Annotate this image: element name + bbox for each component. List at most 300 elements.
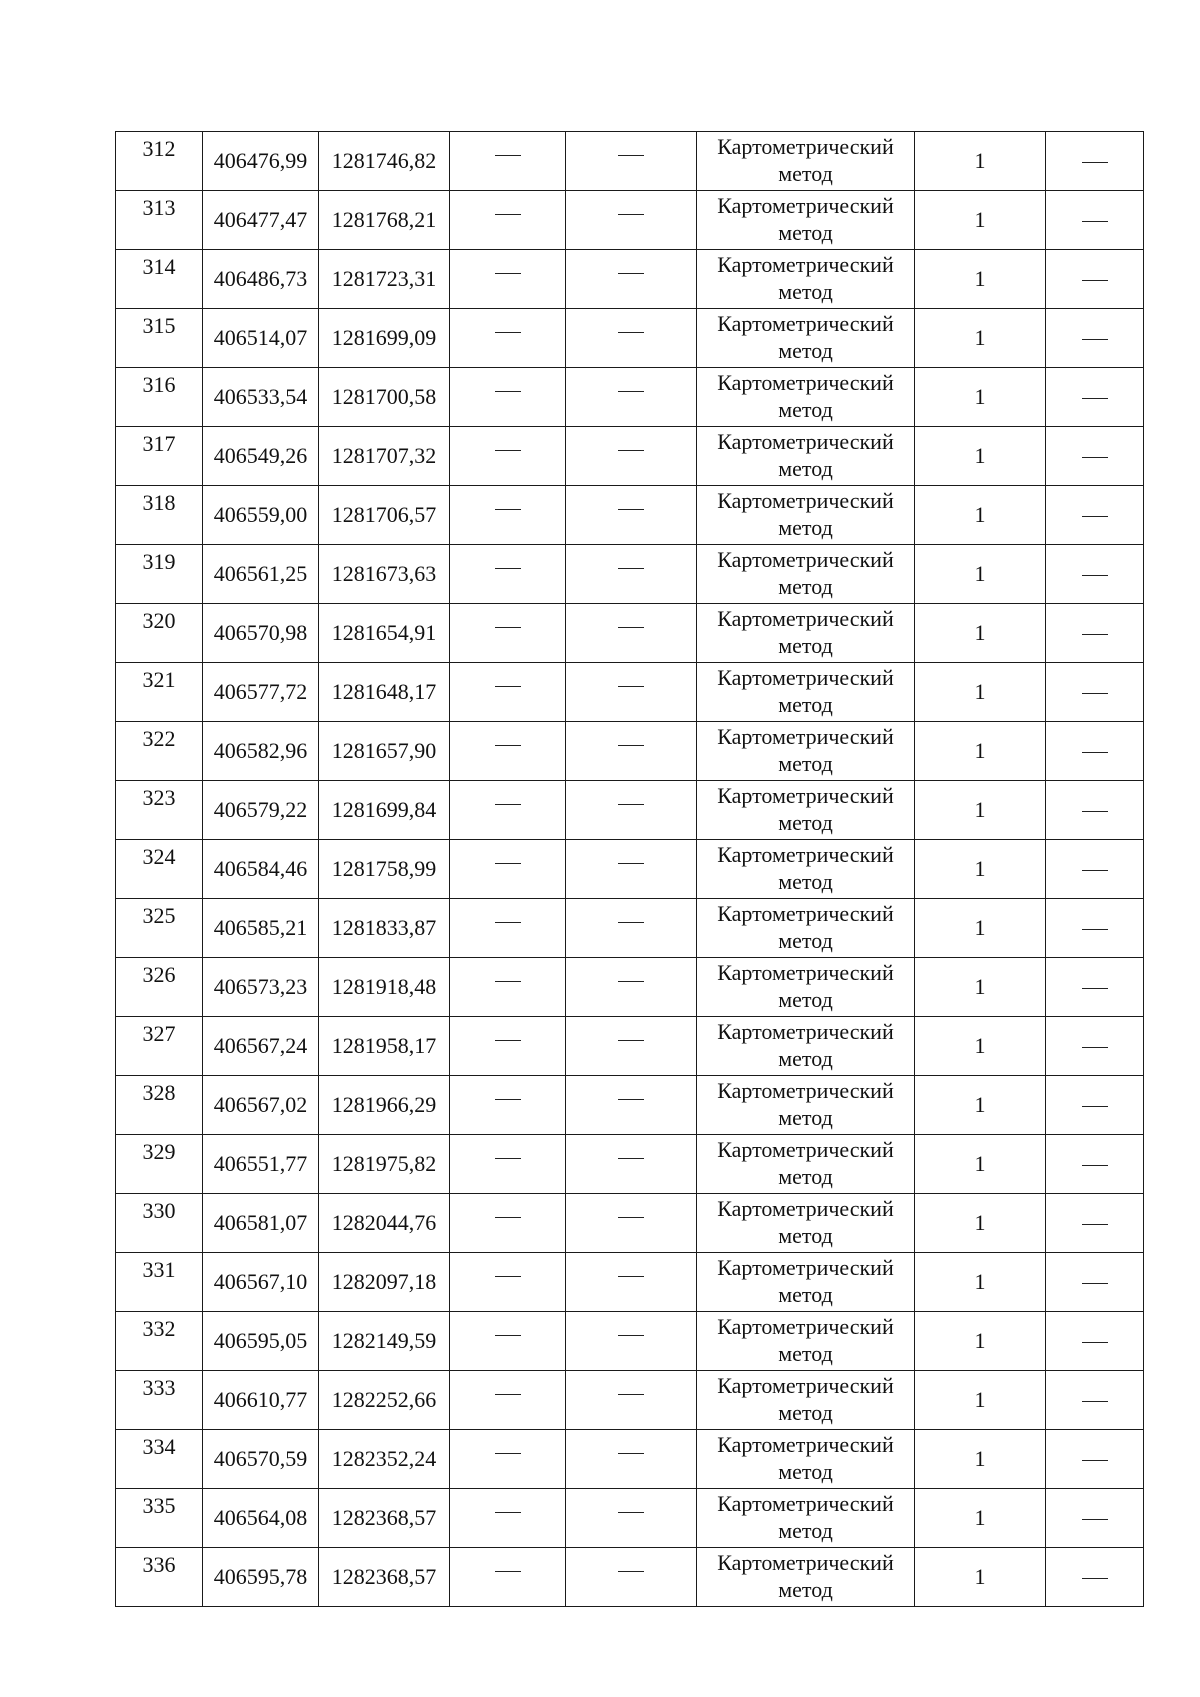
point-number-cell: 332: [116, 1312, 203, 1371]
dash-mark: [495, 568, 521, 569]
dash-mark: [495, 1040, 521, 1041]
point-number-cell: 318: [116, 486, 203, 545]
dash-mark: [618, 509, 644, 510]
dash-mark: [495, 627, 521, 628]
method-cell: [697, 781, 915, 840]
coordinate-y-cell: 1281918,48: [319, 958, 450, 1017]
dash-mark: [1082, 1460, 1108, 1461]
method-text-line-2: метод: [778, 928, 833, 953]
method-cell: [697, 1076, 915, 1135]
coordinates-table: [115, 131, 1144, 1607]
dash-mark: [618, 214, 644, 215]
method-text-line-2: метод: [778, 869, 833, 894]
dash-mark: [495, 922, 521, 923]
method-text-line-2: метод: [778, 574, 833, 599]
empty-cell-1: [450, 1017, 566, 1076]
method-text-line-1: Картометрический: [717, 252, 894, 277]
point-number-cell: 333: [116, 1371, 203, 1430]
method-text-line-1: Картометрический: [717, 311, 894, 336]
accuracy-cell: 1: [915, 1017, 1046, 1076]
empty-cell-2: [566, 604, 697, 663]
dash-mark: [1082, 575, 1108, 576]
method-text-line-1: Картометрический: [717, 1550, 894, 1575]
table-row: [116, 1371, 1144, 1430]
coordinate-x-cell: 406582,96: [203, 722, 319, 781]
dash-mark: [495, 981, 521, 982]
method-text-line-2: метод: [778, 1282, 833, 1307]
empty-cell-3: [1046, 604, 1144, 663]
method-text-line-1: Картометрический: [717, 1019, 894, 1044]
coordinate-y-cell: 1281958,17: [319, 1017, 450, 1076]
empty-cell-1: [450, 309, 566, 368]
empty-cell-3: [1046, 1312, 1144, 1371]
method-text-line-2: метод: [778, 279, 833, 304]
coordinate-x-cell: 406584,46: [203, 840, 319, 899]
accuracy-cell: 1: [915, 604, 1046, 663]
method-text-line-1: Картометрический: [717, 429, 894, 454]
dash-mark: [618, 1394, 644, 1395]
dash-mark: [618, 1099, 644, 1100]
empty-cell-3: [1046, 427, 1144, 486]
dash-mark: [1082, 280, 1108, 281]
empty-cell-1: [450, 368, 566, 427]
empty-cell-1: [450, 958, 566, 1017]
dash-mark: [1082, 457, 1108, 458]
method-cell: [697, 1312, 915, 1371]
dash-mark: [618, 745, 644, 746]
coordinate-y-cell: 1281706,57: [319, 486, 450, 545]
empty-cell-1: [450, 1253, 566, 1312]
empty-cell-2: [566, 1430, 697, 1489]
coordinate-y-cell: 1281657,90: [319, 722, 450, 781]
dash-mark: [618, 273, 644, 274]
table-row: [116, 309, 1144, 368]
dash-mark: [495, 1571, 521, 1572]
dash-mark: [495, 804, 521, 805]
method-text-line-2: метод: [778, 1400, 833, 1425]
accuracy-cell: 1: [915, 1194, 1046, 1253]
dash-mark: [1082, 1578, 1108, 1579]
point-number-cell: 314: [116, 250, 203, 309]
empty-cell-1: [450, 722, 566, 781]
dash-mark: [1082, 693, 1108, 694]
table-row: [116, 1194, 1144, 1253]
coordinate-x-cell: 406567,24: [203, 1017, 319, 1076]
dash-mark: [618, 1512, 644, 1513]
empty-cell-1: [450, 132, 566, 191]
accuracy-cell: 1: [915, 663, 1046, 722]
dash-mark: [618, 627, 644, 628]
method-cell: [697, 1548, 915, 1607]
method-text-line-1: Картометрический: [717, 370, 894, 395]
accuracy-cell: 1: [915, 899, 1046, 958]
empty-cell-3: [1046, 1253, 1144, 1312]
method-text-line-1: Картометрический: [717, 1078, 894, 1103]
coordinate-y-cell: 1282252,66: [319, 1371, 450, 1430]
accuracy-cell: 1: [915, 1076, 1046, 1135]
method-text-line-1: Картометрический: [717, 1255, 894, 1280]
empty-cell-2: [566, 1253, 697, 1312]
method-cell: [697, 368, 915, 427]
method-text-line-2: метод: [778, 1223, 833, 1248]
method-text-line-1: Картометрический: [717, 193, 894, 218]
empty-cell-1: [450, 250, 566, 309]
empty-cell-3: [1046, 250, 1144, 309]
dash-mark: [618, 686, 644, 687]
dash-mark: [618, 922, 644, 923]
dash-mark: [618, 155, 644, 156]
point-number-cell: 315: [116, 309, 203, 368]
coordinate-x-cell: 406570,59: [203, 1430, 319, 1489]
coordinate-y-cell: 1281707,32: [319, 427, 450, 486]
dash-mark: [495, 391, 521, 392]
method-text-line-1: Картометрический: [717, 960, 894, 985]
method-cell: [697, 1371, 915, 1430]
method-text-line-2: метод: [778, 161, 833, 186]
table-row: [116, 840, 1144, 899]
point-number-cell: 312: [116, 132, 203, 191]
empty-cell-2: [566, 1017, 697, 1076]
dash-mark: [495, 863, 521, 864]
coordinate-x-cell: 406476,99: [203, 132, 319, 191]
point-number-cell: 328: [116, 1076, 203, 1135]
empty-cell-3: [1046, 309, 1144, 368]
coordinate-y-cell: 1282097,18: [319, 1253, 450, 1312]
empty-cell-3: [1046, 1548, 1144, 1607]
empty-cell-3: [1046, 486, 1144, 545]
point-number-cell: 313: [116, 191, 203, 250]
method-text-line-2: метод: [778, 987, 833, 1012]
method-cell: [697, 486, 915, 545]
empty-cell-2: [566, 250, 697, 309]
empty-cell-1: [450, 1194, 566, 1253]
empty-cell-2: [566, 486, 697, 545]
coordinate-y-cell: 1282044,76: [319, 1194, 450, 1253]
point-number-cell: 331: [116, 1253, 203, 1312]
empty-cell-2: [566, 368, 697, 427]
empty-cell-2: [566, 1489, 697, 1548]
empty-cell-1: [450, 191, 566, 250]
table-row: [116, 1430, 1144, 1489]
dash-mark: [495, 745, 521, 746]
accuracy-cell: 1: [915, 1312, 1046, 1371]
table-row: [116, 604, 1144, 663]
empty-cell-2: [566, 191, 697, 250]
coordinate-y-cell: 1281746,82: [319, 132, 450, 191]
point-number-cell: 317: [116, 427, 203, 486]
method-text-line-1: Картометрический: [717, 1314, 894, 1339]
method-text-line-1: Картометрический: [717, 488, 894, 513]
empty-cell-1: [450, 427, 566, 486]
empty-cell-3: [1046, 781, 1144, 840]
dash-mark: [495, 273, 521, 274]
table-row: [116, 958, 1144, 1017]
point-number-cell: 334: [116, 1430, 203, 1489]
coordinate-x-cell: 406610,77: [203, 1371, 319, 1430]
table-row: [116, 781, 1144, 840]
dash-mark: [1082, 870, 1108, 871]
point-number-cell: 319: [116, 545, 203, 604]
dash-mark: [1082, 1224, 1108, 1225]
empty-cell-1: [450, 840, 566, 899]
dash-mark: [495, 214, 521, 215]
dash-mark: [1082, 1401, 1108, 1402]
method-text-line-1: Картометрический: [717, 901, 894, 926]
empty-cell-3: [1046, 191, 1144, 250]
method-cell: [697, 604, 915, 663]
accuracy-cell: 1: [915, 1548, 1046, 1607]
dash-mark: [1082, 988, 1108, 989]
coordinate-x-cell: 406486,73: [203, 250, 319, 309]
empty-cell-2: [566, 1194, 697, 1253]
accuracy-cell: 1: [915, 191, 1046, 250]
coordinate-x-cell: 406567,10: [203, 1253, 319, 1312]
empty-cell-1: [450, 1312, 566, 1371]
coordinate-y-cell: 1281758,99: [319, 840, 450, 899]
method-text-line-1: Картометрический: [717, 606, 894, 631]
method-text-line-1: Картометрический: [717, 1373, 894, 1398]
empty-cell-2: [566, 781, 697, 840]
empty-cell-1: [450, 663, 566, 722]
accuracy-cell: 1: [915, 1135, 1046, 1194]
empty-cell-3: [1046, 1430, 1144, 1489]
dash-mark: [1082, 929, 1108, 930]
coordinate-x-cell: 406559,00: [203, 486, 319, 545]
method-text-line-2: метод: [778, 1459, 833, 1484]
coordinate-x-cell: 406573,23: [203, 958, 319, 1017]
empty-cell-3: [1046, 1135, 1144, 1194]
point-number-cell: 324: [116, 840, 203, 899]
coordinate-x-cell: 406577,72: [203, 663, 319, 722]
empty-cell-2: [566, 1371, 697, 1430]
empty-cell-3: [1046, 958, 1144, 1017]
coordinate-x-cell: 406585,21: [203, 899, 319, 958]
method-text-line-1: Картометрический: [717, 134, 894, 159]
empty-cell-1: [450, 545, 566, 604]
dash-mark: [495, 155, 521, 156]
accuracy-cell: 1: [915, 545, 1046, 604]
coordinate-y-cell: 1281768,21: [319, 191, 450, 250]
accuracy-cell: 1: [915, 368, 1046, 427]
dash-mark: [495, 1099, 521, 1100]
method-text-line-2: метод: [778, 456, 833, 481]
empty-cell-2: [566, 840, 697, 899]
empty-cell-1: [450, 1135, 566, 1194]
accuracy-cell: 1: [915, 958, 1046, 1017]
method-cell: [697, 427, 915, 486]
coordinate-x-cell: 406514,07: [203, 309, 319, 368]
coordinate-y-cell: 1282352,24: [319, 1430, 450, 1489]
accuracy-cell: 1: [915, 1253, 1046, 1312]
empty-cell-2: [566, 663, 697, 722]
dash-mark: [1082, 634, 1108, 635]
dash-mark: [1082, 398, 1108, 399]
coordinate-x-cell: 406595,05: [203, 1312, 319, 1371]
coordinates-table-body: [116, 132, 1144, 1607]
point-number-cell: 326: [116, 958, 203, 1017]
method-cell: [697, 663, 915, 722]
coordinate-x-cell: 406581,07: [203, 1194, 319, 1253]
coordinate-y-cell: 1281700,58: [319, 368, 450, 427]
coordinate-x-cell: 406564,08: [203, 1489, 319, 1548]
empty-cell-2: [566, 899, 697, 958]
method-text-line-1: Картометрический: [717, 547, 894, 572]
method-text-line-1: Картометрический: [717, 665, 894, 690]
method-text-line-1: Картометрический: [717, 1432, 894, 1457]
method-text-line-2: метод: [778, 338, 833, 363]
method-text-line-1: Картометрический: [717, 724, 894, 749]
empty-cell-2: [566, 958, 697, 1017]
dash-mark: [495, 1217, 521, 1218]
method-text-line-1: Картометрический: [717, 842, 894, 867]
accuracy-cell: 1: [915, 1489, 1046, 1548]
dash-mark: [495, 1158, 521, 1159]
method-cell: [697, 840, 915, 899]
dash-mark: [1082, 1106, 1108, 1107]
dash-mark: [1082, 221, 1108, 222]
coordinate-x-cell: 406477,47: [203, 191, 319, 250]
accuracy-cell: 1: [915, 309, 1046, 368]
point-number-cell: 322: [116, 722, 203, 781]
method-text-line-2: метод: [778, 220, 833, 245]
coordinate-x-cell: 406579,22: [203, 781, 319, 840]
method-text-line-2: метод: [778, 1341, 833, 1366]
dash-mark: [618, 1276, 644, 1277]
empty-cell-1: [450, 899, 566, 958]
point-number-cell: 321: [116, 663, 203, 722]
dash-mark: [618, 450, 644, 451]
method-cell: [697, 309, 915, 368]
accuracy-cell: 1: [915, 1430, 1046, 1489]
table-row: [116, 663, 1144, 722]
point-number-cell: 316: [116, 368, 203, 427]
dash-mark: [618, 1040, 644, 1041]
dash-mark: [618, 804, 644, 805]
empty-cell-3: [1046, 545, 1144, 604]
coordinate-y-cell: 1281966,29: [319, 1076, 450, 1135]
empty-cell-1: [450, 486, 566, 545]
dash-mark: [495, 1453, 521, 1454]
dash-mark: [1082, 1047, 1108, 1048]
dash-mark: [1082, 1342, 1108, 1343]
dash-mark: [495, 332, 521, 333]
dash-mark: [1082, 1165, 1108, 1166]
method-cell: [697, 899, 915, 958]
table-row: [116, 545, 1144, 604]
table-row: [116, 1017, 1144, 1076]
coordinate-x-cell: 406570,98: [203, 604, 319, 663]
coordinate-y-cell: 1281723,31: [319, 250, 450, 309]
point-number-cell: 327: [116, 1017, 203, 1076]
table-row: [116, 1489, 1144, 1548]
empty-cell-3: [1046, 840, 1144, 899]
accuracy-cell: 1: [915, 486, 1046, 545]
empty-cell-2: [566, 1548, 697, 1607]
coordinate-x-cell: 406551,77: [203, 1135, 319, 1194]
dash-mark: [618, 391, 644, 392]
empty-cell-1: [450, 1076, 566, 1135]
dash-mark: [1082, 811, 1108, 812]
dash-mark: [495, 1394, 521, 1395]
method-text-line-1: Картометрический: [717, 783, 894, 808]
table-row: [116, 722, 1144, 781]
empty-cell-1: [450, 781, 566, 840]
point-number-cell: 335: [116, 1489, 203, 1548]
dash-mark: [1082, 1283, 1108, 1284]
empty-cell-2: [566, 545, 697, 604]
point-number-cell: 320: [116, 604, 203, 663]
method-cell: [697, 250, 915, 309]
coordinate-y-cell: 1281648,17: [319, 663, 450, 722]
dash-mark: [618, 1158, 644, 1159]
method-cell: [697, 132, 915, 191]
method-text-line-2: метод: [778, 751, 833, 776]
dash-mark: [495, 686, 521, 687]
coordinate-y-cell: 1281975,82: [319, 1135, 450, 1194]
method-text-line-2: метод: [778, 633, 833, 658]
method-text-line-2: метод: [778, 1105, 833, 1130]
method-text-line-2: метод: [778, 1046, 833, 1071]
empty-cell-2: [566, 309, 697, 368]
accuracy-cell: 1: [915, 1371, 1046, 1430]
empty-cell-1: [450, 604, 566, 663]
empty-cell-2: [566, 132, 697, 191]
method-cell: [697, 545, 915, 604]
point-number-cell: 323: [116, 781, 203, 840]
method-text-line-2: метод: [778, 515, 833, 540]
dash-mark: [1082, 516, 1108, 517]
coordinate-y-cell: 1282149,59: [319, 1312, 450, 1371]
empty-cell-3: [1046, 663, 1144, 722]
empty-cell-2: [566, 722, 697, 781]
point-number-cell: 330: [116, 1194, 203, 1253]
table-row: [116, 250, 1144, 309]
dash-mark: [618, 568, 644, 569]
accuracy-cell: 1: [915, 427, 1046, 486]
empty-cell-3: [1046, 722, 1144, 781]
coordinate-y-cell: 1282368,57: [319, 1548, 450, 1607]
method-cell: [697, 1135, 915, 1194]
table-row: [116, 427, 1144, 486]
dash-mark: [495, 1276, 521, 1277]
dash-mark: [618, 863, 644, 864]
method-text-line-2: метод: [778, 810, 833, 835]
coordinate-x-cell: 406533,54: [203, 368, 319, 427]
coordinate-y-cell: 1281699,09: [319, 309, 450, 368]
table-row: [116, 486, 1144, 545]
accuracy-cell: 1: [915, 840, 1046, 899]
coordinate-y-cell: 1281833,87: [319, 899, 450, 958]
point-number-cell: 325: [116, 899, 203, 958]
coordinate-x-cell: 406549,26: [203, 427, 319, 486]
dash-mark: [1082, 339, 1108, 340]
table-row: [116, 1253, 1144, 1312]
method-cell: [697, 191, 915, 250]
empty-cell-3: [1046, 1371, 1144, 1430]
dash-mark: [1082, 1519, 1108, 1520]
dash-mark: [495, 1335, 521, 1336]
coordinate-y-cell: 1281654,91: [319, 604, 450, 663]
method-cell: [697, 958, 915, 1017]
empty-cell-3: [1046, 1076, 1144, 1135]
table-row: [116, 1076, 1144, 1135]
coordinate-x-cell: 406567,02: [203, 1076, 319, 1135]
coordinate-x-cell: 406595,78: [203, 1548, 319, 1607]
accuracy-cell: 1: [915, 132, 1046, 191]
empty-cell-3: [1046, 1194, 1144, 1253]
empty-cell-2: [566, 427, 697, 486]
empty-cell-1: [450, 1548, 566, 1607]
